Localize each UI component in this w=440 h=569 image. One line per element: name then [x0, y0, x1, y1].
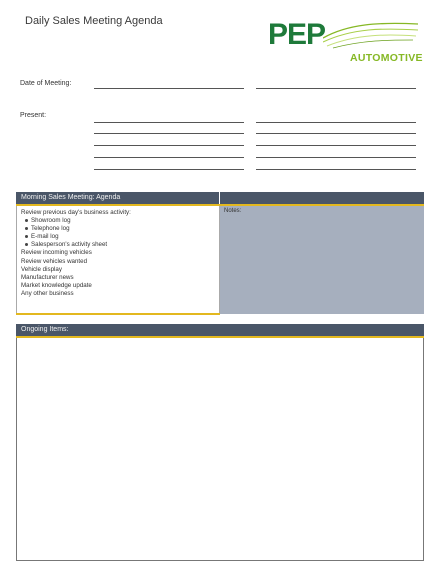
bullet-icon [25, 219, 28, 222]
agenda-list [21, 209, 131, 298]
agenda-item [21, 274, 131, 282]
present-line[interactable] [94, 157, 244, 158]
logo-subtitle: AUTOMOTIVE [350, 52, 423, 64]
agenda-item-text: E-mail log [31, 233, 59, 241]
ongoing-header-bar [16, 324, 424, 336]
present-line[interactable] [94, 145, 244, 146]
agenda-item [21, 217, 131, 225]
agenda-item-text: Review previous day's business activity: [21, 209, 131, 216]
agenda-items-box [16, 206, 220, 314]
agenda-section [16, 192, 424, 315]
ongoing-section [16, 324, 424, 561]
present-line[interactable] [94, 122, 244, 123]
gold-rule-bottom [16, 313, 220, 315]
agenda-item-text: Showroom log [31, 217, 71, 225]
logo-brand: PEP [268, 18, 326, 51]
present-line[interactable] [256, 133, 416, 134]
page-title: Daily Sales Meeting Agenda [25, 15, 163, 27]
agenda-item-text: Review incoming vehicles [21, 249, 92, 257]
date-of-meeting-label: Date of Meeting: [20, 80, 72, 87]
present-label: Present: [20, 112, 47, 119]
agenda-item-text: Salesperson's activity sheet [31, 241, 108, 249]
notes-area[interactable] [220, 206, 424, 314]
present-line[interactable] [256, 122, 416, 123]
agenda-item [21, 282, 131, 290]
logo-swoosh-icon [323, 20, 418, 50]
present-line[interactable] [94, 133, 244, 134]
present-line[interactable] [256, 157, 416, 158]
agenda-item-text: Vehicle display [21, 265, 62, 273]
notes-label: Notes: [224, 208, 242, 214]
ongoing-items-area[interactable] [16, 338, 424, 561]
pep-automotive-logo [268, 18, 423, 66]
agenda-item [21, 258, 131, 266]
bullet-icon [25, 235, 28, 238]
agenda-header: Morning Sales Meeting: Agenda [21, 194, 121, 201]
agenda-item [21, 225, 131, 233]
present-line[interactable] [256, 145, 416, 146]
agenda-item [21, 233, 131, 241]
date-line-1[interactable] [94, 88, 244, 89]
agenda-header-bar [16, 192, 219, 204]
bullet-icon [25, 243, 28, 246]
agenda-item [21, 266, 131, 274]
present-line[interactable] [256, 169, 416, 170]
ongoing-header: Ongoing Items: [21, 326, 69, 333]
agenda-item [21, 241, 131, 249]
agenda-item [21, 249, 131, 257]
present-line[interactable] [94, 169, 244, 170]
notes-header-bar [220, 192, 424, 204]
agenda-item-text: Telephone log [31, 225, 70, 233]
date-line-2[interactable] [256, 88, 416, 89]
agenda-item-text: Manufacturer news [21, 273, 74, 281]
agenda-item-text: Market knowledge update [21, 281, 92, 289]
agenda-item-text: Any other business [21, 289, 74, 297]
agenda-item-text: Review vehicles wanted [21, 257, 88, 265]
agenda-item [21, 290, 131, 298]
bullet-icon [25, 227, 28, 230]
agenda-item [21, 209, 131, 217]
